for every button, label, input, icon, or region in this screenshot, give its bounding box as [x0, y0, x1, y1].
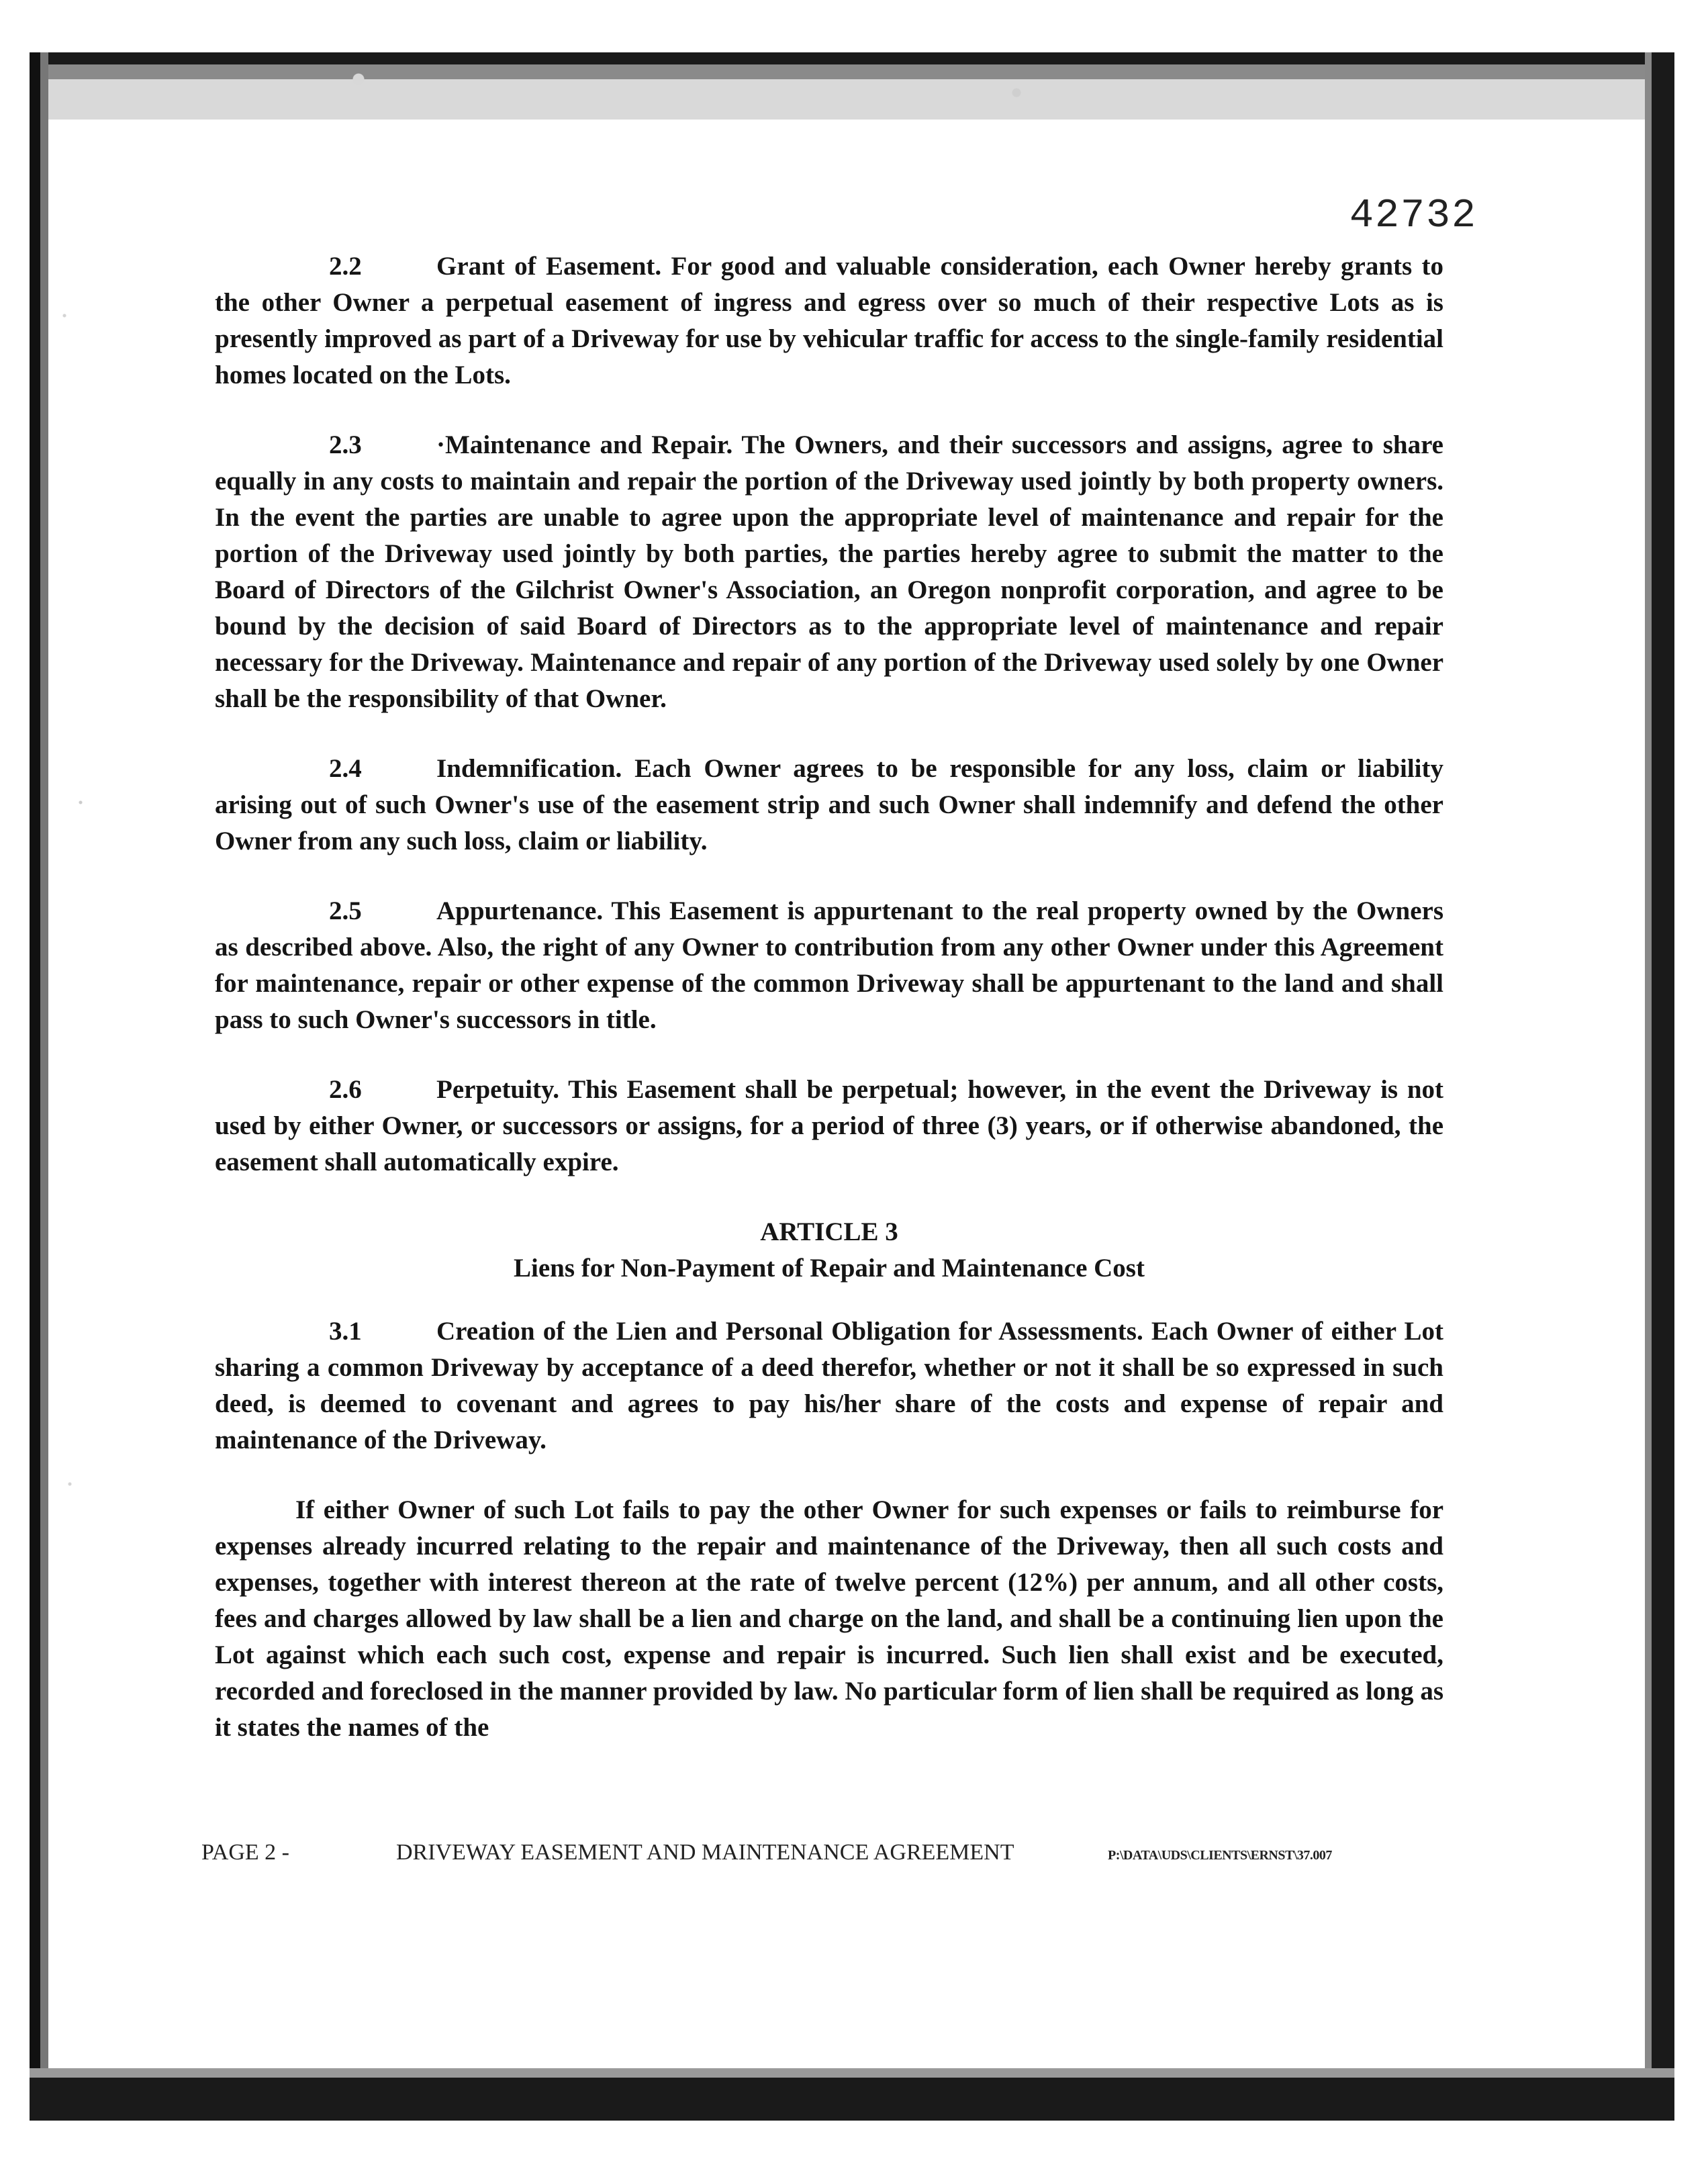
section-3-1	[215, 1313, 1443, 1458]
scan-speckle	[48, 121, 102, 2068]
scan-border-left	[30, 52, 48, 2121]
section-text: This Easement shall be perpetual; however, in the event the Driveway is not used by either Owner, or successors or assigns, for a period of three (3) years, or if otherwise abandoned, the easement shall automatically expire.	[215, 1075, 1444, 1176]
section-2-2	[215, 248, 1443, 393]
article-3-header	[215, 1214, 1443, 1287]
section-2-4	[215, 751, 1443, 860]
section-number: 2.2	[329, 252, 362, 281]
section-heading: Grant of Easement.	[436, 252, 662, 281]
section-number: 2.4	[329, 754, 362, 783]
section-number: 2.5	[329, 896, 362, 925]
section-number: 3.1	[329, 1317, 362, 1346]
document-number: 42732	[1349, 193, 1478, 239]
section-heading: Indemnification.	[436, 754, 622, 783]
section-2-6	[215, 1072, 1443, 1180]
section-text: This Easement is appurtenant to the real property owned by the Owners as described above. Also, the right of any Owner to contribution from any other Owner under this Agreement for maintenance, repair or other expense of the common Driveway shall be appurtenant to the land and shall pass to such Owner's successors in title.	[215, 896, 1443, 1034]
paragraph-text: If either Owner of such Lot fails to pay the other Owner for such expenses or fails to reimburse for expenses already incurred relating to the repair and maintenance of the Driveway, then all such costs and expenses, together with interest thereon at the rate of twelve percent (12%) per annum, and all other costs, fees and charges allowed by law shall be a lien and charge on the land, and shall be a continuing lien upon the Lot against which each such cost, expense and repair is incurred. Such lien shall exist and be executed, recorded and foreclosed in the manner provided by law. No particular form of lien shall be required as long as it states the names of the	[215, 1495, 1443, 1742]
section-heading: Appurtenance.	[436, 896, 604, 925]
scan-border-top	[30, 52, 1674, 120]
article-title: ARTICLE 3	[760, 1217, 898, 1246]
section-heading: ·Maintenance and Repair.	[436, 430, 733, 459]
lien-paragraph	[215, 1492, 1443, 1746]
scan-border-right	[1645, 52, 1674, 2121]
section-text: Each Owner agrees to be responsible for any loss, claim or liability arising out of such Owner's use of the easement strip and such Owner shall indemnify and defend the other Owner from any such loss, claim or liability.	[215, 754, 1444, 855]
article-subtitle: Liens for Non-Payment of Repair and Maintenance Cost	[514, 1254, 1145, 1283]
footer-page-number: PAGE 2 -	[201, 1840, 289, 1865]
section-text: For good and valuable consideration, each Owner hereby grants to the other Owner a perpetual easement of ingress and egress over so much of their respective Lots as is presently improved as part of a Driveway for use by vehicular traffic for access to the single-family residential homes located on the Lots.	[215, 252, 1444, 389]
document-body	[215, 248, 1443, 1779]
footer-file-path: P:\DATA\UDS\CLIENTS\ERNST\37.007	[1108, 1848, 1332, 1863]
section-heading: Perpetuity.	[436, 1075, 560, 1104]
page-footer	[201, 1840, 1443, 1865]
section-text: The Owners, and their successors and assigns, agree to share equally in any costs to maintain and repair the portion of the Driveway used jointly by both property owners. In the event the parties are unable to agree upon the appropriate level of maintenance and repair for the portion of the Driveway used jointly by both parties, the parties hereby agree to submit the matter to the Board of Directors of the Gilchrist Owner's Association, an Oregon nonprofit corporation, and agree to be bound by the decision of said Board of Directors as to the appropriate level of maintenance and repair necessary for the Driveway. Maintenance and repair of any portion of the Driveway used solely by one Owner shall be the responsibility of that Owner.	[215, 430, 1443, 713]
scan-border-bottom	[30, 2068, 1674, 2121]
section-2-3	[215, 427, 1443, 717]
section-2-5	[215, 893, 1443, 1038]
section-heading: Creation of the Lien and Personal Obligation for Assessments.	[436, 1317, 1143, 1346]
section-number: 2.6	[329, 1075, 362, 1104]
section-text: Each Owner of either Lot sharing a common Driveway by acceptance of a deed therefor, whether or not it shall be so expressed in such deed, is deemed to covenant and agrees to pay his/her share of the costs and expense of repair and maintenance of the Driveway.	[215, 1317, 1444, 1454]
section-number: 2.3	[329, 430, 362, 459]
footer-document-title: DRIVEWAY EASEMENT AND MAINTENANCE AGREEMENT	[396, 1840, 1014, 1865]
